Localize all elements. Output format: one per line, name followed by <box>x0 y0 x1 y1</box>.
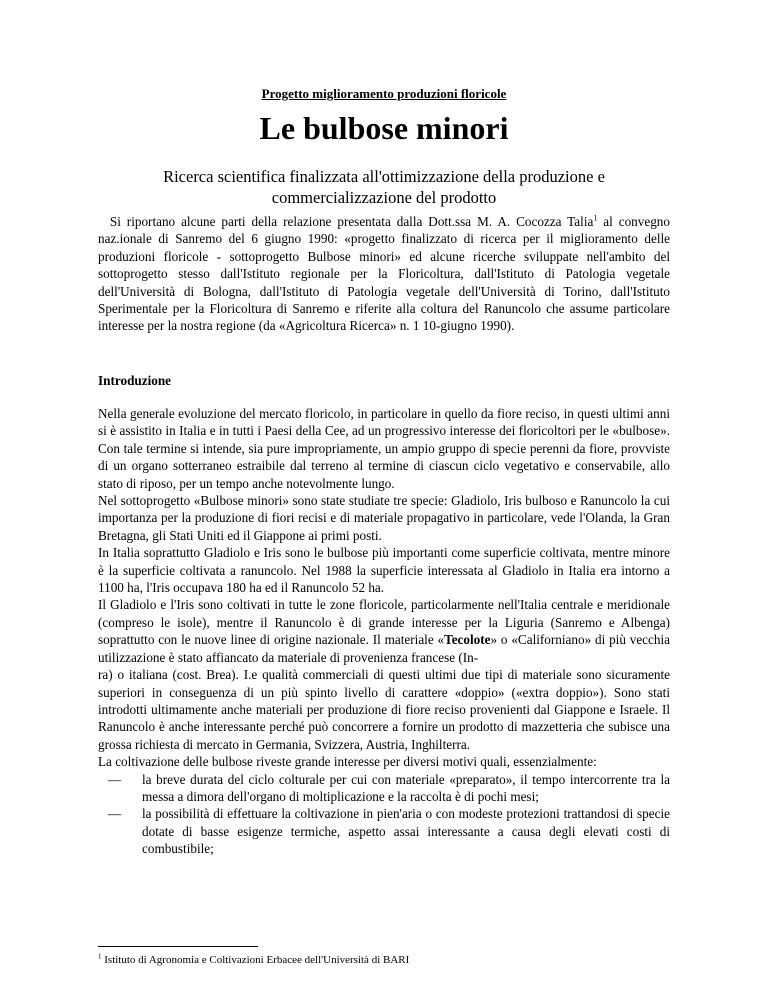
body-text: Il Gladiolo e l'Iris sono coltivati in tutte le zone floricole, particolarmente nell'Italia centrale e meridionale (compreso le isole), mentre il Ranuncolo è di grande interesse per la Liguria (Sanremo e Albenga) soprattutto con le nuove linee di origine nazionale. Il materiale « <box>98 597 670 648</box>
body-paragraph <box>98 596 670 666</box>
body-text: » o «Californiano» di più vecchia utilizzazione è stato affiancato da materiale di provenienza francese (In- <box>98 632 670 665</box>
section-body <box>98 405 670 858</box>
body-paragraph: ra) o italiana (cost. Brea). I.e qualità commerciali di questi ultimi due tipi di materiale sono sicuramente superiori in conseguenza di un più spinto livello di carattere «doppio» («extra doppio»). Sono stati introdotti ultimamente anche materiali per produzione di fiore reciso provenienti dal Giappone e Israele. Il Ranuncolo è anche interessante perché può concorrere a fornire un prodotto di mazzetteria che subisce una grossa richiesta di mercato in Germania, Svizzera, Austria, Inghilterra. <box>98 667 670 752</box>
list-item <box>98 805 670 857</box>
subtitle-line: commercializzazione del prodotto <box>271 188 497 207</box>
subtitle-line: Ricerca scientifica finalizzata all'ottimizzazione della produzione e <box>163 167 605 186</box>
body-paragraph: In Italia soprattutto Gladiolo e Iris sono le bulbose più importanti come superficie coltivata, mentre minore è la superficie coltivata a ranuncolo. Nel 1988 la superficie interessata al Gladiolo in Italia era intorno a 1100 ha, l'Iris occupava 180 ha ed il Ranuncolo 52 ha. <box>98 545 670 596</box>
body-paragraph: La coltivazione delle bulbose riveste grande interesse per diversi motivi quali, essenzialmente: <box>98 754 597 770</box>
footnote-ref[interactable]: 1 <box>593 213 598 223</box>
list-item <box>98 771 670 806</box>
bold-term: Tecolote <box>444 632 491 648</box>
footnote-text: Istituto di Agronomia e Coltivazioni Erbacee dell'Università di BARI <box>104 954 410 966</box>
intro-text: Si riportano alcune parti della relazione presentata dalla Dott.ssa M. A. Cocozza Talia <box>109 214 594 229</box>
dash-marker: — <box>108 806 122 822</box>
intro-text-cont: al convegno naz.ionale di Sanremo del 6 giugno 1990: «progetto finalizzato di ricerca per il miglioramento delle produzioni floricole - sottoprogetto Bulbose minori» ed alcune ricerche sviluppate nell'ambito del sottoprogetto stesso dall'Istituto regionale per la Floricoltura, dall'Istituto di Patologia vegetale dell'Università di Bologna, dall'Istituto di Patologia vegetale dell'Università di Torino, dall'Istituto Sperimentale per la Floricoltura di Sanremo e riferite alla coltura del Ranuncolo che assume particolare interesse per la nostra regione (da «Agricoltura Ricerca» n. 1 10-giugno 1990). <box>98 214 670 334</box>
intro-paragraph <box>98 213 670 335</box>
section-heading: Introduzione <box>98 373 172 388</box>
dash-marker: — <box>108 771 122 787</box>
footnote-divider <box>98 946 258 947</box>
footnote-number: 1 <box>98 952 102 961</box>
subtitle <box>98 166 670 208</box>
list-item-text: la breve durata del ciclo colturale per cui con materiale «preparato», il tempo intercorrente tra la messa a dimora dell'organo di moltiplicazione e la raccolta è di pochi mesi; <box>142 771 670 804</box>
list-item-text: la possibilità di effettuare la coltivazione in pien'aria o con modeste protezioni trattandosi di specie dotate di basse esigenze termiche, aspetto assai interessante a causa degli elevati costi di combustibile; <box>142 806 670 857</box>
page-title: Le bulbose minori <box>259 110 509 146</box>
body-paragraph: Nella generale evoluzione del mercato floricolo, in particolare in quello da fiore reciso, in questi ultimi anni si è assistito in Italia e in tutti i Paesi della Cee, ad un progressivo interesse dei floricoltori per le «bulbose». Con tale termine si intende, sia pure impropriamente, un ampio gruppo di specie perenni da fiore, provviste di un organo sotterraneo estraibile dal terreno al termine di ciascun ciclo vegetativo e conservabile, allo stato di riposo, per un tempo anche notevolmente lungo. <box>98 406 670 491</box>
bullet-list <box>98 771 670 858</box>
project-label: Progetto miglioramento produzioni floricole <box>261 86 507 101</box>
footnote <box>98 954 409 966</box>
body-paragraph: Nel sottoprogetto «Bulbose minori» sono state studiate tre specie: Gladiolo, Iris bulboso e Ranuncolo la cui importanza per la produzione di fiori recisi e di materiale propagativo in particolare, vede l'Olanda, la Gran Bretagna, gli Stati Uniti ed il Giappone ai primi posti. <box>98 493 670 543</box>
